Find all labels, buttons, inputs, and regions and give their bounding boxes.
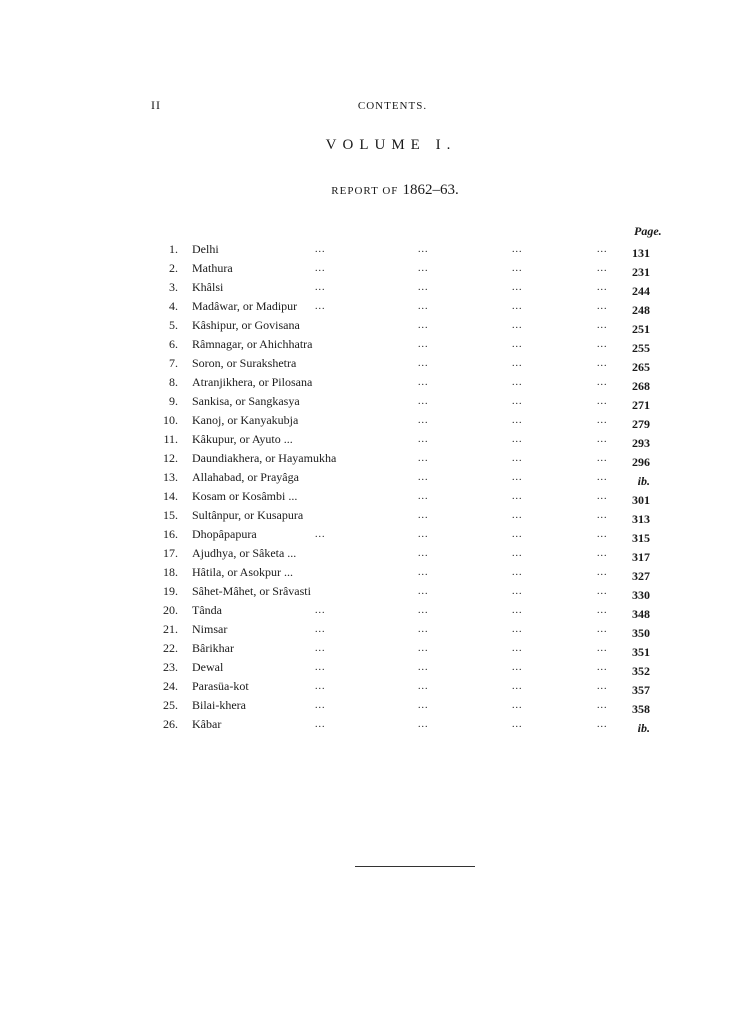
- leader-dots: ...: [597, 529, 608, 540]
- entry-page: 293: [632, 436, 650, 450]
- leader-dots: ...: [512, 510, 523, 521]
- leader-dots: ...: [597, 700, 608, 711]
- running-head: CONTENTS.: [357, 100, 428, 112]
- entry-title: Daundiakhera, or Hayamukha: [192, 451, 337, 465]
- leader-dots: ...: [512, 301, 523, 312]
- leader-dots: ...: [597, 643, 608, 654]
- entry-number: 3.: [169, 280, 178, 294]
- leader-dots: ...: [315, 624, 326, 635]
- entry-title: Parasüa-kot: [192, 679, 249, 693]
- contents-entry: [150, 601, 670, 620]
- entry-number: 7.: [169, 356, 178, 370]
- entry-title: Atranjikhera, or Pilosana: [192, 375, 313, 389]
- entry-title: Delhi: [192, 242, 219, 256]
- leader-dots: ...: [418, 700, 429, 711]
- entry-number: 25.: [163, 698, 178, 712]
- leader-dots: ...: [315, 719, 326, 730]
- leader-dots: ...: [418, 624, 429, 635]
- leader-dots: ...: [597, 548, 608, 559]
- entry-page: 315: [632, 531, 650, 545]
- leader-dots: ...: [512, 472, 523, 483]
- entry-number: 24.: [163, 679, 178, 693]
- entry-number: 20.: [163, 603, 178, 617]
- entry-page: 268: [632, 379, 650, 393]
- entry-number: 13.: [163, 470, 178, 484]
- contents-entry: [150, 696, 670, 715]
- entry-number: 16.: [163, 527, 178, 541]
- leader-dots: ...: [512, 586, 523, 597]
- leader-dots: ...: [418, 643, 429, 654]
- leader-dots: ...: [512, 339, 523, 350]
- leader-dots: ...: [315, 700, 326, 711]
- contents-entry: [150, 297, 670, 316]
- entry-title: Kanoj, or Kanyakubja: [192, 413, 299, 427]
- contents-entry: [150, 430, 670, 449]
- leader-dots: ...: [597, 358, 608, 369]
- entry-title: Kosam or Kosâmbi ...: [192, 489, 298, 503]
- entry-title: Khâlsi: [192, 280, 224, 294]
- contents-entry: [150, 715, 670, 734]
- entry-number: 14.: [163, 489, 178, 503]
- leader-dots: ...: [315, 605, 326, 616]
- leader-dots: ...: [418, 339, 429, 350]
- leader-dots: ...: [418, 681, 429, 692]
- leader-dots: ...: [418, 396, 429, 407]
- leader-dots: ...: [512, 320, 523, 331]
- contents-entry: [150, 278, 670, 297]
- contents-entry: [150, 506, 670, 525]
- leader-dots: ...: [597, 377, 608, 388]
- leader-dots: ...: [315, 282, 326, 293]
- contents-entry: [150, 373, 670, 392]
- leader-dots: ...: [512, 681, 523, 692]
- entry-title: Kâkupur, or Ayuto ...: [192, 432, 293, 446]
- entry-title: Kâbar: [192, 717, 222, 731]
- report-title: [0, 181, 730, 199]
- entry-page: 358: [632, 702, 650, 716]
- entry-number: 2.: [169, 261, 178, 275]
- volume-title: VOLUME I.: [325, 137, 457, 153]
- entry-page: 313: [632, 512, 650, 526]
- contents-entry: [150, 525, 670, 544]
- entry-number: 26.: [163, 717, 178, 731]
- entry-page: 352: [632, 664, 650, 678]
- entry-number: 21.: [163, 622, 178, 636]
- entry-number: 23.: [163, 660, 178, 674]
- leader-dots: ...: [418, 263, 429, 274]
- leader-dots: ...: [512, 263, 523, 274]
- contents-entry: [150, 259, 670, 278]
- entry-title: Soron, or Surakshetra: [192, 356, 297, 370]
- entry-number: 1.: [169, 242, 178, 256]
- contents-entry: [150, 468, 670, 487]
- leader-dots: ...: [597, 567, 608, 578]
- entry-page: 327: [632, 569, 650, 583]
- entry-page: 265: [632, 360, 650, 374]
- entry-title: Sultânpur, or Kusapura: [192, 508, 304, 522]
- leader-dots: ...: [512, 662, 523, 673]
- contents-entry: [150, 335, 670, 354]
- entry-page: 271: [632, 398, 650, 412]
- leader-dots: ...: [512, 244, 523, 255]
- entry-page: 231: [632, 265, 650, 279]
- leader-dots: ...: [418, 244, 429, 255]
- entry-title: Sâhet-Mâhet, or Srâvasti: [192, 584, 311, 598]
- leader-dots: ...: [418, 415, 429, 426]
- entry-title: Hâtila, or Asokpur ...: [192, 565, 293, 579]
- entry-title: Kâshipur, or Govisana: [192, 318, 300, 332]
- contents-entry: [150, 677, 670, 696]
- leader-dots: ...: [512, 358, 523, 369]
- leader-dots: ...: [597, 624, 608, 635]
- leader-dots: ...: [512, 396, 523, 407]
- entry-title: Râmnagar, or Ahichhatra: [192, 337, 313, 351]
- entry-title: Tânda: [192, 603, 222, 617]
- entry-page: 255: [632, 341, 650, 355]
- entry-number: 12.: [163, 451, 178, 465]
- leader-dots: ...: [418, 548, 429, 559]
- leader-dots: ...: [597, 396, 608, 407]
- leader-dots: ...: [315, 301, 326, 312]
- leader-dots: ...: [315, 662, 326, 673]
- entry-page: 357: [632, 683, 650, 697]
- contents-list: [150, 240, 670, 734]
- entry-number: 18.: [163, 565, 178, 579]
- entry-number: 4.: [169, 299, 178, 313]
- leader-dots: ...: [597, 586, 608, 597]
- leader-dots: ...: [315, 681, 326, 692]
- leader-dots: ...: [597, 491, 608, 502]
- leader-dots: ...: [418, 662, 429, 673]
- entry-number: 9.: [169, 394, 178, 408]
- leader-dots: ...: [418, 510, 429, 521]
- leader-dots: ...: [597, 662, 608, 673]
- entry-page: 330: [632, 588, 650, 602]
- leader-dots: ...: [418, 586, 429, 597]
- entry-number: 19.: [163, 584, 178, 598]
- leader-dots: ...: [418, 567, 429, 578]
- entry-title: Madâwar, or Madipur: [192, 299, 298, 313]
- entry-title: Sankisa, or Sangkasya: [192, 394, 300, 408]
- leader-dots: ...: [512, 529, 523, 540]
- leader-dots: ...: [512, 624, 523, 635]
- entry-page: 251: [632, 322, 650, 336]
- leader-dots: ...: [512, 434, 523, 445]
- contents-entry: [150, 392, 670, 411]
- entry-title: Nimsar: [192, 622, 228, 636]
- leader-dots: ...: [512, 700, 523, 711]
- leader-dots: ...: [597, 339, 608, 350]
- leader-dots: ...: [597, 510, 608, 521]
- leader-dots: ...: [512, 453, 523, 464]
- contents-entry: [150, 620, 670, 639]
- entry-number: 6.: [169, 337, 178, 351]
- leader-dots: ...: [418, 377, 429, 388]
- leader-dots: ...: [418, 719, 429, 730]
- entry-title: Ajudhya, or Sâketa ...: [192, 546, 297, 560]
- leader-dots: ...: [512, 605, 523, 616]
- leader-dots: ...: [597, 719, 608, 730]
- leader-dots: ...: [315, 244, 326, 255]
- entry-number: 22.: [163, 641, 178, 655]
- entry-number: 11.: [163, 432, 178, 446]
- leader-dots: ...: [512, 491, 523, 502]
- leader-dots: ...: [315, 643, 326, 654]
- entry-page: 317: [632, 550, 650, 564]
- entry-page: 296: [632, 455, 650, 469]
- leader-dots: ...: [597, 453, 608, 464]
- leader-dots: ...: [512, 567, 523, 578]
- entry-title: Dewal: [192, 660, 224, 674]
- entry-page: 244: [632, 284, 650, 298]
- leader-dots: ...: [597, 681, 608, 692]
- page-column-header: Page.: [634, 224, 662, 238]
- leader-dots: ...: [512, 282, 523, 293]
- contents-entry: [150, 544, 670, 563]
- leader-dots: ...: [512, 548, 523, 559]
- contents-entry: [150, 411, 670, 430]
- leader-dots: ...: [418, 358, 429, 369]
- leader-dots: ...: [597, 244, 608, 255]
- leader-dots: ...: [512, 415, 523, 426]
- leader-dots: ...: [597, 320, 608, 331]
- leader-dots: ...: [418, 491, 429, 502]
- entry-title: Dhopâpapura: [192, 527, 257, 541]
- contents-entry: [150, 316, 670, 335]
- leader-dots: ...: [418, 472, 429, 483]
- entry-page: ib.: [637, 474, 650, 488]
- closing-rule: [355, 866, 475, 867]
- entry-number: 10.: [163, 413, 178, 427]
- leader-dots: ...: [512, 719, 523, 730]
- leader-dots: ...: [418, 605, 429, 616]
- entry-page: 350: [632, 626, 650, 640]
- entry-page: 351: [632, 645, 650, 659]
- contents-entry: [150, 639, 670, 658]
- leader-dots: ...: [418, 320, 429, 331]
- contents-entry: [150, 487, 670, 506]
- contents-entry: [150, 582, 670, 601]
- entry-page: 248: [632, 303, 650, 317]
- entry-number: 15.: [163, 508, 178, 522]
- entry-title: Bilai-khera: [192, 698, 246, 712]
- entry-page: 279: [632, 417, 650, 431]
- contents-entry: [150, 658, 670, 677]
- leader-dots: ...: [418, 282, 429, 293]
- entry-page: 348: [632, 607, 650, 621]
- leader-dots: ...: [315, 263, 326, 274]
- entry-title: Mathura: [192, 261, 233, 275]
- leader-dots: ...: [597, 263, 608, 274]
- leader-dots: ...: [418, 434, 429, 445]
- entry-title: Allahabad, or Prayâga: [192, 470, 299, 484]
- leader-dots: ...: [597, 301, 608, 312]
- contents-entry: [150, 240, 670, 259]
- contents-entry: [150, 449, 670, 468]
- leader-dots: ...: [597, 434, 608, 445]
- leader-dots: ...: [315, 529, 326, 540]
- leader-dots: ...: [597, 282, 608, 293]
- entry-title: Bârikhar: [192, 641, 234, 655]
- entry-page: 131: [632, 246, 650, 260]
- contents-entry: [150, 563, 670, 582]
- report-year: 1862–63.: [402, 182, 459, 198]
- entry-number: 17.: [163, 546, 178, 560]
- leader-dots: ...: [512, 377, 523, 388]
- entry-number: 8.: [169, 375, 178, 389]
- leader-dots: ...: [418, 529, 429, 540]
- contents-entry: [150, 354, 670, 373]
- leader-dots: ...: [597, 415, 608, 426]
- page-number: II: [151, 98, 161, 112]
- leader-dots: ...: [597, 472, 608, 483]
- entry-page: 301: [632, 493, 650, 507]
- leader-dots: ...: [418, 301, 429, 312]
- entry-number: 5.: [169, 318, 178, 332]
- entry-page: ib.: [637, 721, 650, 735]
- report-prefix: REPORT OF: [331, 185, 399, 197]
- leader-dots: ...: [597, 605, 608, 616]
- leader-dots: ...: [512, 643, 523, 654]
- leader-dots: ...: [418, 453, 429, 464]
